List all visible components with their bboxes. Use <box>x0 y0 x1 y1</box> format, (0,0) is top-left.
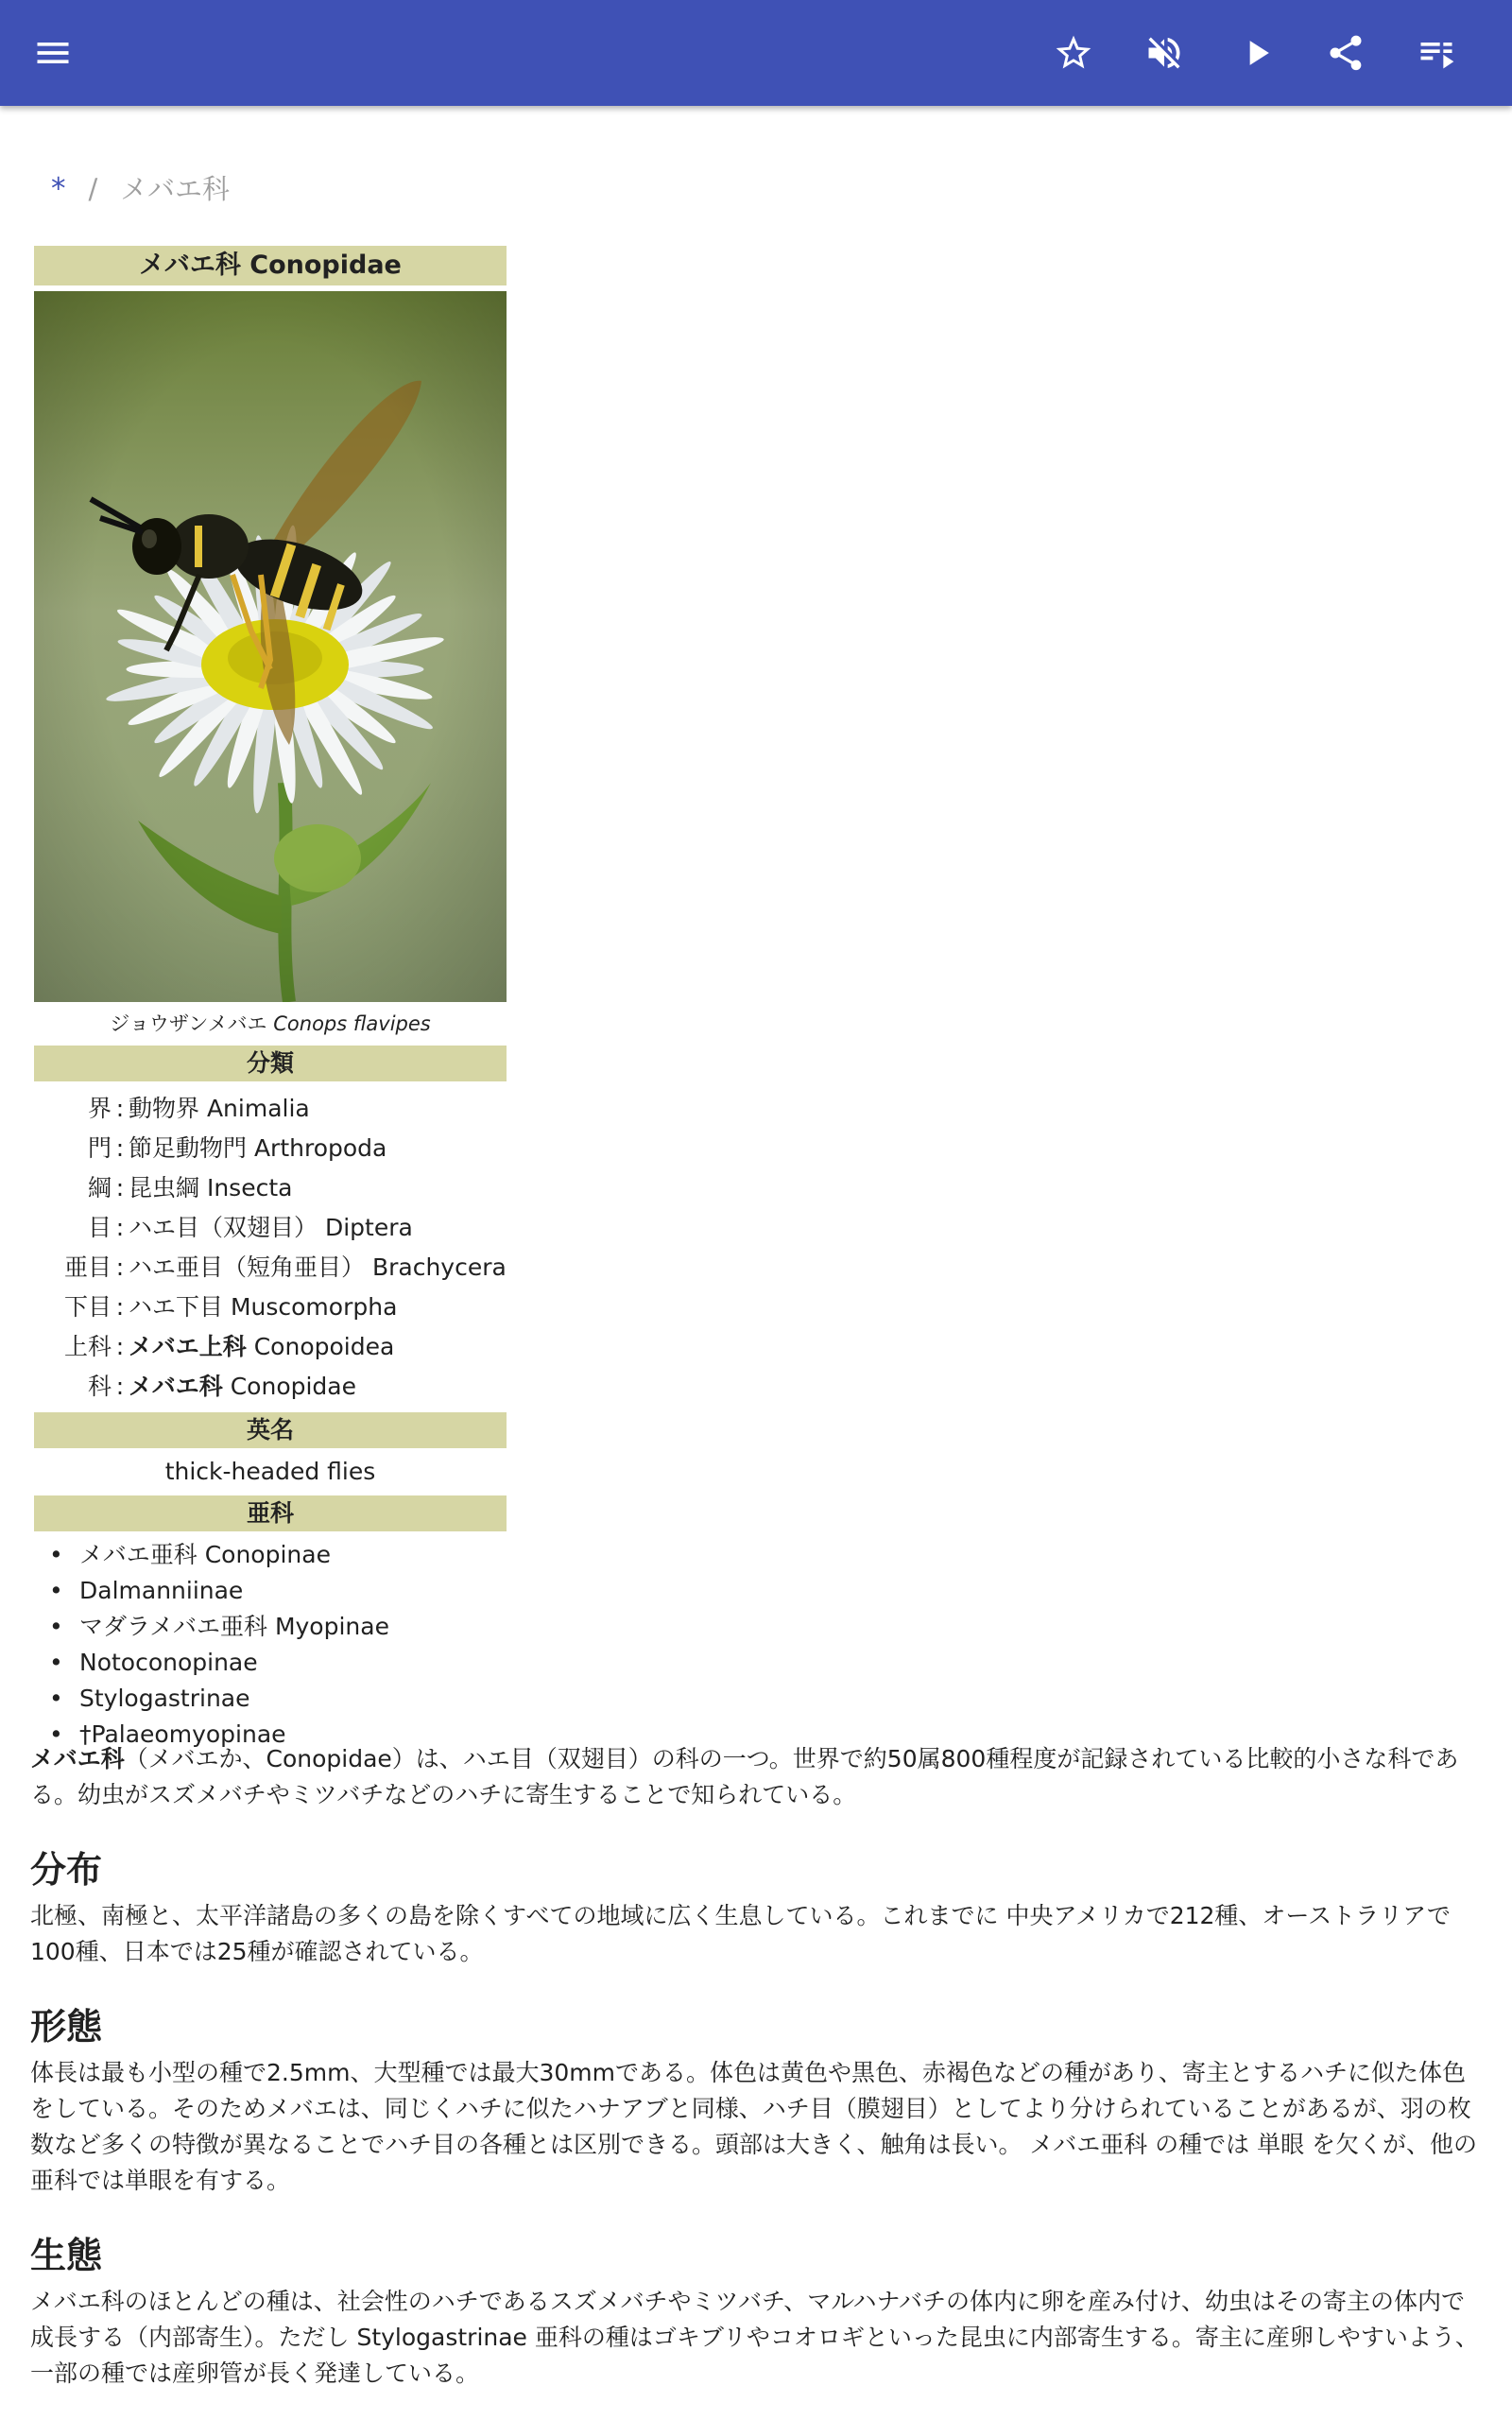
taxonomy-value-bold: メバエ上科 <box>129 1333 247 1360</box>
taxonomy-colon: : <box>115 1174 125 1201</box>
taxonomy-colon: : <box>115 1134 125 1162</box>
taxonomy-rank: 科 <box>87 1373 112 1400</box>
taxonomy-row <box>34 1327 507 1367</box>
intro-text: （メバエか、Conopidae）は、ハエ目（双翅目）の科の一つ。世界で約50属800種程度が記録されている比較的小さな科である。幼虫がスズメバチやミツバチなどのハチに寄生することで知られている。 <box>30 1745 1459 1808</box>
subfamily-item[interactable]: • Dalmanniinae <box>34 1573 507 1609</box>
taxonomy-value-text: 節足動物門 Arthropoda <box>129 1134 387 1162</box>
subfamily-list <box>34 1537 507 1753</box>
intro-paragraph <box>30 1741 1486 1813</box>
breadcrumb-home-link[interactable]: * <box>51 172 66 206</box>
section-morphology <box>30 2004 1486 2199</box>
taxonomy-value-bold: メバエ科 <box>129 1373 223 1400</box>
mute-icon[interactable] <box>1138 26 1191 79</box>
taxonomy-row <box>34 1248 507 1288</box>
section-heading: 生態 <box>30 2235 103 2276</box>
taxonomy-table <box>34 1089 507 1407</box>
taxonomy-colon: : <box>115 1214 125 1241</box>
section-ecology <box>30 2233 1486 2392</box>
infobox <box>34 246 507 1753</box>
taxonomy-value-text: Conopoidea <box>253 1333 395 1360</box>
taxonomy-value-text: 昆虫綱 Insecta <box>129 1174 293 1201</box>
taxonomy-row <box>34 1367 507 1407</box>
breadcrumb <box>51 168 230 207</box>
taxonomy-value[interactable] <box>129 1327 507 1367</box>
taxonomy-value[interactable] <box>129 1089 507 1129</box>
taxonomy-row <box>34 1288 507 1327</box>
breadcrumb-current: メバエ科 <box>120 173 230 205</box>
section-heading: 分布 <box>30 1849 103 1891</box>
intro-term: メバエ科 <box>30 1745 125 1772</box>
subfamily-item[interactable]: • Notoconopinae <box>34 1645 507 1681</box>
article-body <box>30 1741 1486 2392</box>
taxonomy-value[interactable] <box>129 1168 507 1208</box>
taxonomy-value-text: Conopidae <box>230 1373 356 1400</box>
taxonomy-value[interactable] <box>129 1288 507 1327</box>
taxonomy-colon: : <box>115 1373 125 1400</box>
taxonomy-colon: : <box>115 1293 125 1321</box>
taxonomy-header: 分類 <box>34 1046 507 1081</box>
caption-japanese: ジョウザンメバエ <box>110 1012 267 1035</box>
menu-icon[interactable] <box>26 26 79 79</box>
taxonomy-value-text: ハエ亜目（短角亜目） Brachycera <box>129 1253 507 1281</box>
taxonomy-value[interactable] <box>129 1367 507 1407</box>
taxonomy-rank: 目 <box>87 1214 112 1241</box>
taxonomy-row <box>34 1168 507 1208</box>
app-bar <box>0 0 1512 106</box>
share-icon[interactable] <box>1319 26 1372 79</box>
subfamily-item[interactable]: • マダラメバエ亜科 Myopinae <box>34 1609 507 1645</box>
taxonomy-row <box>34 1089 507 1129</box>
subfamily-header: 亜科 <box>34 1495 507 1531</box>
taxonomy-row <box>34 1129 507 1168</box>
english-name-header: 英名 <box>34 1412 507 1448</box>
taxonomy-value[interactable] <box>129 1248 507 1288</box>
species-photo[interactable] <box>34 291 507 1002</box>
section-distribution <box>30 1847 1486 1970</box>
taxonomy-rank: 門 <box>87 1134 112 1162</box>
section-text: メバエ科のほとんどの種は、社会性のハチであるスズメバチやミツバチ、マルハナバチの体内に卵を産み付け、幼虫はその寄主の体内で成長する（内部寄生）。ただし Stylogastrinae 亜科の種はゴキブリやコオロギといった昆虫に内部寄生する。寄主に産卵しやすいよう、一部の種では産卵管が長く発達している。 <box>30 2288 1479 2387</box>
playlist-icon[interactable] <box>1410 26 1463 79</box>
breadcrumb-separator: / <box>88 173 98 205</box>
section-text: 北極、南極と、太平洋諸島の多くの島を除くすべての地域に広く生息している。これまでに 中央アメリカで212種、オーストラリアで100種、日本では25種が確認されている。 <box>30 1902 1451 1965</box>
taxonomy-rank: 上科 <box>63 1333 112 1360</box>
taxonomy-value-text: ハエ目（双翅目） Diptera <box>129 1214 413 1241</box>
taxonomy-rank: 亜目 <box>63 1253 112 1281</box>
taxonomy-colon: : <box>115 1253 125 1281</box>
star-icon[interactable] <box>1047 26 1100 79</box>
subfamily-item[interactable]: • †Palaeomyopinae <box>34 1717 507 1753</box>
subfamily-item[interactable]: • Stylogastrinae <box>34 1681 507 1717</box>
taxonomy-value[interactable] <box>129 1208 507 1248</box>
infobox-title: メバエ科 Conopidae <box>34 246 507 285</box>
taxonomy-colon: : <box>115 1333 125 1360</box>
taxonomy-value[interactable] <box>129 1129 507 1168</box>
taxonomy-value-text: 動物界 Animalia <box>129 1095 310 1122</box>
subfamily-item[interactable]: • メバエ亜科 Conopinae <box>34 1537 507 1573</box>
taxonomy-rank: 下目 <box>63 1293 112 1321</box>
section-text: 体長は最も小型の種で2.5mm、大型種では最大30mmである。体色は黄色や黒色、赤褐色などの種があり、寄主とするハチに似た体色をしている。そのためメバエは、同じくハチに似たハナアブと同様、ハチ目（膜翅目）としてより分けられていることがあるが、羽の枚数など多くの特徴が異なることでハチ目の各種とは区別できる。頭部は大きく、触角は長い。 メバエ亜科 の種では 単眼 を欠くが、他の亜科では単眼を有する。 <box>30 2059 1478 2194</box>
play-icon[interactable] <box>1230 26 1283 79</box>
taxonomy-value-text: ハエ下目 Muscomorpha <box>129 1293 398 1321</box>
section-heading: 形態 <box>30 2006 103 2048</box>
caption-scientific: Conops flavipes <box>273 1012 431 1035</box>
taxonomy-rank: 界 <box>87 1095 112 1122</box>
taxonomy-row <box>34 1208 507 1248</box>
english-name: thick-headed flies <box>164 1458 376 1485</box>
taxonomy-rank: 綱 <box>87 1174 112 1201</box>
taxonomy-colon: : <box>115 1095 125 1122</box>
photo-caption <box>34 1011 507 1036</box>
